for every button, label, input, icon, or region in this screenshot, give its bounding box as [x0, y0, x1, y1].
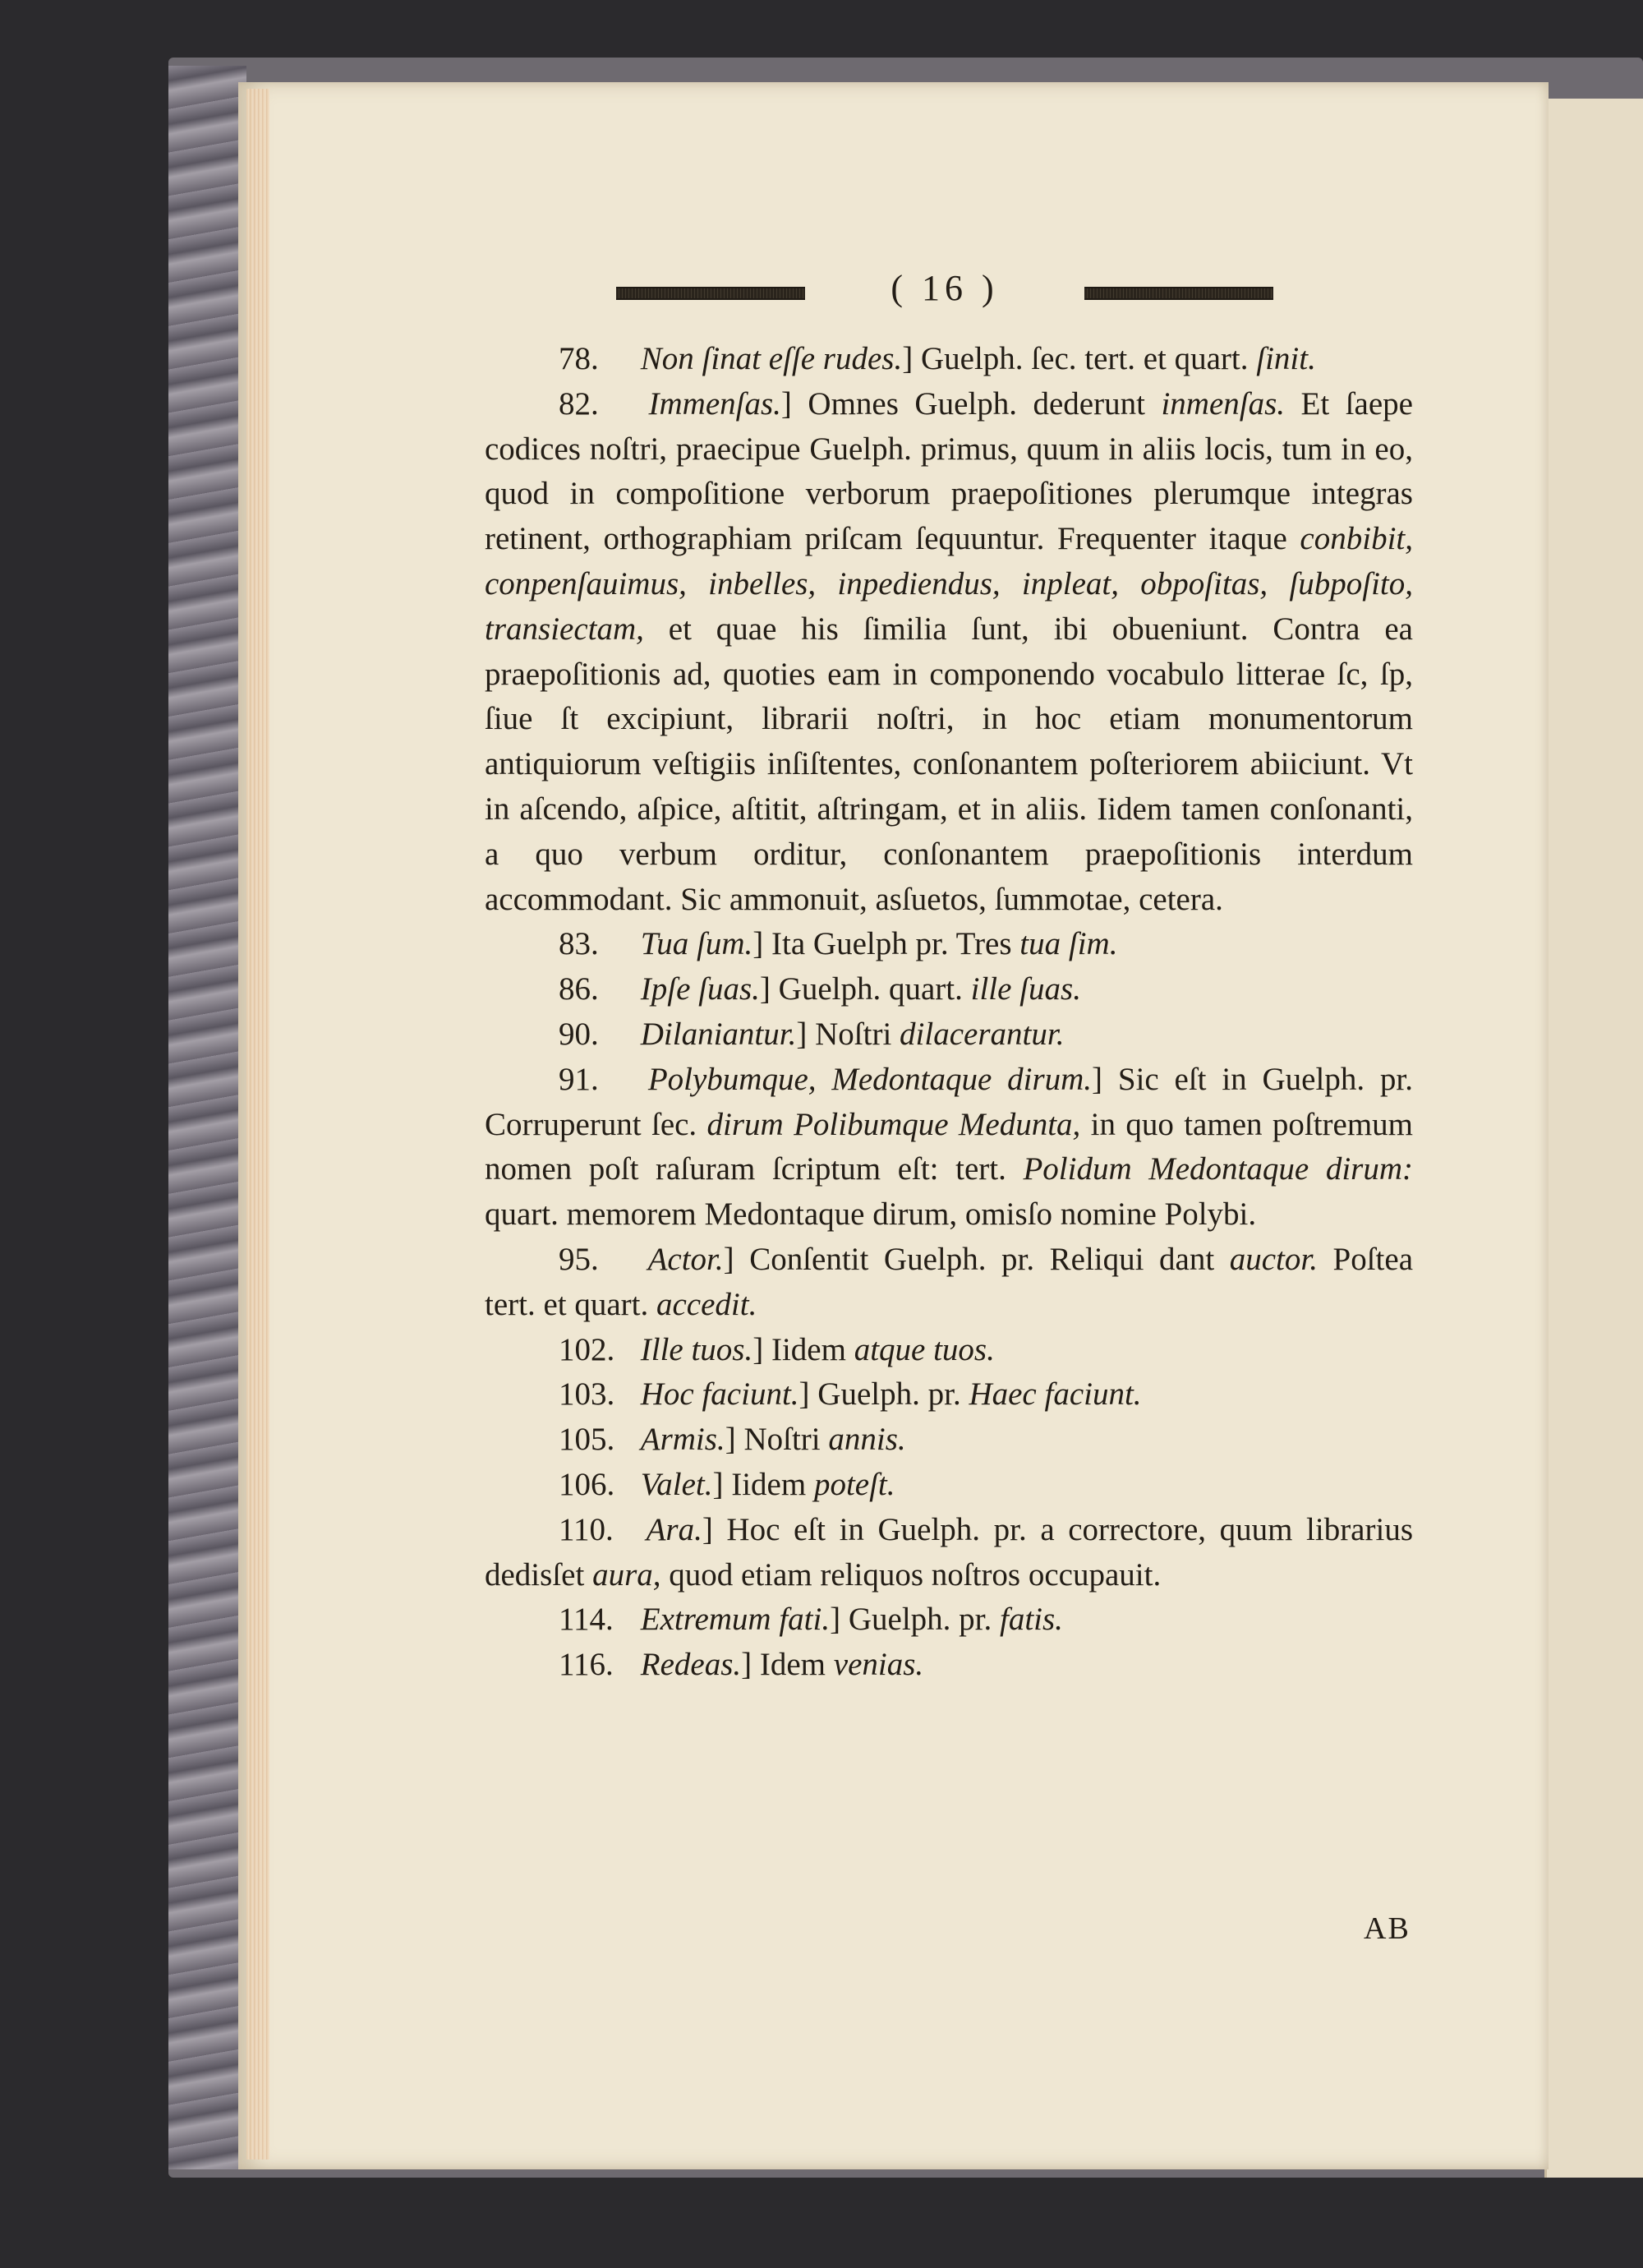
note-lemma: Polybumque, Medontaque dirum.	[647, 1061, 1093, 1097]
note-lemma: Extremum fati.	[640, 1602, 831, 1638]
note-text: Noſtri	[807, 1016, 900, 1052]
commentary-text	[485, 337, 1413, 1688]
note-entry	[485, 1012, 1413, 1058]
note-bracket: ]	[752, 926, 764, 962]
note-entry	[485, 1238, 1413, 1328]
catchword: AB	[1364, 1911, 1411, 1946]
note-lemma: Armis.	[640, 1422, 725, 1458]
note-entry	[485, 337, 1413, 382]
note-text: Iidem	[763, 1331, 854, 1367]
note-italic: venias.	[833, 1647, 924, 1683]
note-text: Guelph. ſec. tert. et quart.	[913, 341, 1257, 376]
note-entry	[485, 922, 1413, 967]
note-lemma: Ille tuos.	[640, 1331, 753, 1367]
note-bracket: ]	[1092, 1061, 1103, 1097]
note-text: Omnes Guelph. dederunt	[791, 385, 1162, 422]
note-text: Hoc eſt in Guelph. pr. a correctore, quum librarius dedisſet	[485, 1511, 1413, 1593]
note-italic: dirum Polibumque Medunta,	[706, 1106, 1081, 1142]
note-bracket: ]	[830, 1602, 841, 1638]
note-entry	[485, 1372, 1413, 1418]
note-text: Guelph. pr.	[840, 1602, 1000, 1638]
note-lemma: Hoc faciunt.	[640, 1376, 799, 1413]
note-text: Guelph. pr.	[809, 1376, 969, 1413]
note-text: Poſtea tert. et quart.	[485, 1241, 1413, 1322]
note-lemma: Ipſe ſuas.	[640, 971, 760, 1007]
note-line-number: 116.	[559, 1647, 614, 1683]
note-line-number: 114.	[559, 1602, 614, 1638]
note-italic: aura,	[592, 1556, 661, 1593]
note-italic: annis.	[828, 1422, 906, 1458]
note-text: Et ſaepe codices noſtri, praecipue Guelph. primus, quum in aliis locis, tum in eo, quod in compoſitione verborum praepoſitiones plerumque integras retinent, orthographiam priſcam ſequuntur. Frequenter itaque	[485, 385, 1413, 557]
facing-page-edge	[1544, 99, 1643, 2178]
note-italic: accedit.	[656, 1286, 757, 1322]
note-entry	[485, 1328, 1413, 1373]
note-entry	[485, 1597, 1413, 1643]
note-bracket: ]	[780, 385, 792, 422]
note-italic: Polidum Medontaque dirum:	[1023, 1151, 1413, 1187]
note-italic: atque tuos.	[854, 1331, 995, 1367]
note-italic: auctor.	[1229, 1241, 1318, 1277]
note-bracket: ]	[798, 1376, 810, 1413]
note-text: Sic eſt in Guelph. pr. Corruperunt ſec.	[485, 1061, 1413, 1142]
note-line-number: 83.	[559, 926, 599, 962]
note-line-number: 105.	[559, 1422, 615, 1458]
note-lemma: Non ſinat eſſe rudes.	[640, 341, 903, 376]
note-bracket: ]	[759, 971, 771, 1007]
note-text: et quae his ſimilia ſunt, ibi obueniunt. Contra ea praepoſitionis ad, quoties eam in componendo vocabulo litterae ſc, ſp, ſiue ſt excipiunt, librarii noſtri, in hoc etiam monumentorum antiquiorum veſtigiis inſiſtentes, conſonantem poſteriorem abiiciunt. Vt in aſcendo, aſpice, aſtitit, aſtringam, et in aliis. Iidem tamen conſonanti, a quo verbum orditur, conſonantem praepoſitionis interdum accommodant. Sic ammonuit, asſuetos, ſummotae, cetera.	[485, 611, 1413, 917]
note-bracket: ]	[725, 1422, 736, 1458]
note-italic: tua ſim.	[1019, 926, 1118, 962]
note-entry	[485, 382, 1413, 923]
note-italic: inmenſas.	[1161, 385, 1286, 422]
page-number: ( 16 )	[891, 268, 999, 308]
note-line-number: 82.	[559, 385, 599, 422]
note-entry	[485, 1418, 1413, 1463]
note-italic: Haec faciunt.	[969, 1376, 1142, 1413]
note-lemma: Ara.	[646, 1511, 702, 1547]
note-entry	[485, 1058, 1413, 1238]
note-text: quart. memorem Medontaque dirum, omisſo nomine Polybi.	[485, 1196, 1257, 1233]
note-text: in quo tamen poſtremum nomen poſt raſuram ſcriptum eſt: tert.	[485, 1106, 1413, 1187]
note-lemma: Actor.	[647, 1241, 724, 1277]
note-line-number: 90.	[559, 1016, 599, 1052]
note-bracket: ]	[796, 1016, 808, 1052]
note-lemma: Redeas.	[640, 1647, 742, 1683]
note-entry	[485, 1508, 1413, 1598]
note-italic: ſinit.	[1256, 341, 1316, 376]
note-bracket: ]	[712, 1466, 724, 1502]
note-entry	[485, 967, 1413, 1012]
note-italic: conbibit, conpenſauimus, inbelles, inpediendus, inpleat, obpoſitas, ſubpoſito, transiectam,	[485, 521, 1413, 647]
note-bracket: ]	[752, 1331, 764, 1367]
note-line-number: 78.	[559, 341, 599, 376]
note-text: Conſentit Guelph. pr. Reliqui dant	[734, 1241, 1230, 1277]
note-line-number: 95.	[559, 1241, 599, 1277]
note-line-number: 106.	[559, 1466, 615, 1502]
note-bracket: ]	[702, 1511, 713, 1547]
note-text: Noſtri	[735, 1422, 829, 1458]
note-line-number: 103.	[559, 1376, 615, 1413]
header-rule-right	[1084, 287, 1273, 300]
header-rule-left	[616, 287, 805, 300]
note-italic: poteſt.	[813, 1466, 895, 1502]
page-header	[616, 267, 1273, 316]
note-italic: fatis.	[1000, 1602, 1063, 1638]
note-line-number: 86.	[559, 971, 599, 1007]
note-italic: ille ſuas.	[970, 971, 1081, 1007]
note-line-number: 91.	[559, 1061, 599, 1097]
note-text: Guelph. quart.	[770, 971, 971, 1007]
note-bracket: ]	[741, 1647, 752, 1683]
note-lemma: Tua ſum.	[640, 926, 753, 962]
note-lemma: Immenſas.	[648, 385, 781, 422]
book-spine-marbled	[168, 66, 246, 2169]
note-text: Idem	[752, 1647, 834, 1683]
note-entry	[485, 1643, 1413, 1688]
note-text: Ita Guelph pr. Tres	[763, 926, 1020, 962]
note-line-number: 110.	[559, 1511, 614, 1547]
note-lemma: Dilaniantur.	[640, 1016, 797, 1052]
note-bracket: ]	[723, 1241, 734, 1277]
note-entry	[485, 1463, 1413, 1508]
note-bracket: ]	[902, 341, 914, 376]
note-text: Iidem	[723, 1466, 814, 1502]
note-line-number: 102.	[559, 1331, 615, 1367]
page-gutter-edges	[246, 89, 269, 2160]
note-text: quod etiam reliquos noſtros occupauit.	[660, 1556, 1162, 1593]
note-lemma: Valet.	[640, 1466, 713, 1502]
note-italic: dilacerantur.	[900, 1016, 1065, 1052]
